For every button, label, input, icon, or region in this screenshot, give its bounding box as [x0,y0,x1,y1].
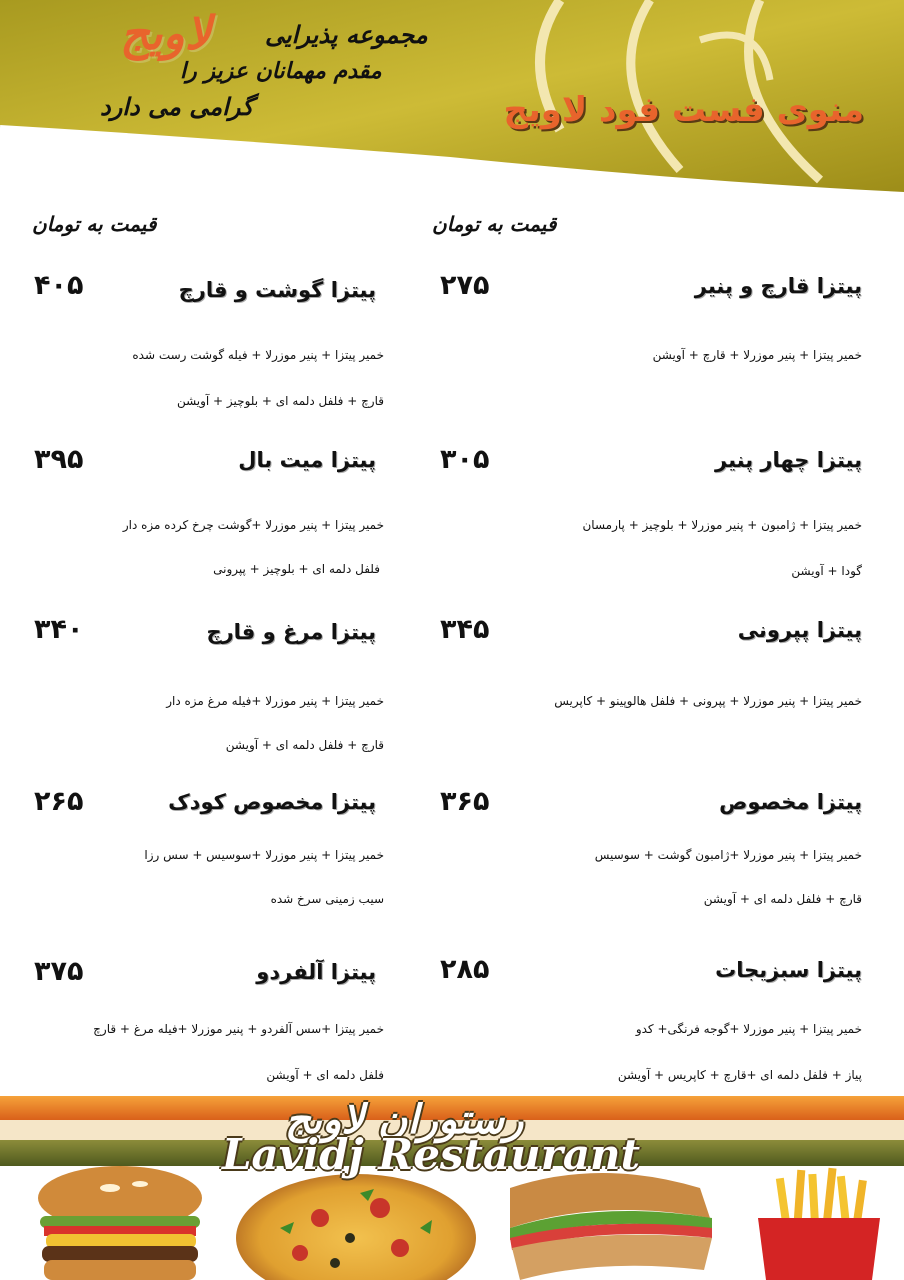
footer-banner [0,1088,904,1280]
item-name: پیتزا سبزیجات [715,958,862,982]
item-price: ۲۸۵ [440,954,490,985]
price-heading-right: قیمت به تومان [432,212,557,236]
restaurant-name-en: Lavidj Restaurant [222,1130,640,1179]
welcome-line-3: گرامی می دارد [100,92,254,121]
item-ingredients: خمیر پیتزا + پنیر موزرلا +فیله مرغ مزه دار [166,694,384,708]
item-ingredients: خمیر پیتزا + پنیر موزرلا + فیله گوشت رست شده [132,348,384,362]
item-ingredients: فلفل دلمه ای + بلوچیز + پپرونی [213,562,380,576]
item-price: ۳۴۵ [440,614,490,645]
item-ingredients: خمیر پیتزا +سس آلفردو + پنیر موزرلا +فیله مرغ + قارچ [93,1022,384,1036]
item-ingredients: خمیر پیتزا + پنیر موزرلا + پپرونی + فلفل هالوپینو + کاپریس [554,694,862,708]
restaurant-name-fa: رستوران لاویج [285,1096,524,1143]
item-ingredients: خمیر پیتزا + پنیر موزرلا +گوجه فرنگی+ کدو [635,1022,862,1036]
item-price: ۳۷۵ [34,956,84,987]
item-ingredients: خمیر پیتزا + ژامبون + پنیر موزرلا + بلوچیز + پارمسان [582,518,862,532]
item-ingredients: خمیر پیتزا + پنیر موزرلا +ژامبون گوشت + سوسیس [594,848,862,862]
welcome-line-2: مقدم مهمانان عزیز را [180,58,382,84]
item-name: پیتزا میت بال [238,448,376,472]
item-name: پیتزا چهار پنیر [715,448,862,472]
price-heading-left: قیمت به تومان [32,212,157,236]
item-name: پیتزا مخصوص کودک [168,790,376,814]
item-ingredients: قارچ + فلفل دلمه ای + آویشن [703,892,862,906]
welcome-line-1: مجموعه پذیرایی [265,20,428,49]
item-ingredients: فلفل دلمه ای + آویشن [266,1068,384,1082]
item-price: ۳۴۰ [34,614,84,645]
item-ingredients: خمیر پیتزا + پنیر موزرلا +سوسیس + سس رزا [144,848,384,862]
item-name: پیتزا پپرونی [737,618,862,642]
item-price: ۳۶۵ [440,786,490,817]
item-ingredients: گودا + آویشن [791,564,862,578]
sandwich-image [510,1173,712,1280]
item-price: ۲۶۵ [34,786,84,817]
item-ingredients: خمیر پیتزا + پنیر موزرلا + قارچ + آویشن [652,348,862,362]
brand-name: لاویج [120,6,211,60]
item-ingredients: پیاز + فلفل دلمه ای +قارچ + کاپریس + آویشن [617,1068,862,1082]
item-name: پیتزا مخصوص [719,790,862,814]
item-price: ۴۰۵ [34,270,84,301]
menu-title: منوی فست فود لاویج [503,90,864,130]
item-ingredients: قارچ + فلفل دلمه ای + آویشن [225,738,384,752]
item-name: پیتزا گوشت و قارچ [178,278,376,302]
item-price: ۳۰۵ [440,444,490,475]
item-price: ۲۷۵ [440,270,490,301]
item-name: پیتزا مرغ و قارچ [206,620,376,644]
item-price: ۳۹۵ [34,444,84,475]
item-name: پیتزا آلفردو [256,960,376,984]
item-ingredients: خمیر پیتزا + پنیر موزرلا +گوشت چرخ کرده مزه دار [122,518,384,532]
burger-image [38,1166,202,1280]
item-name: پیتزا قارچ و پنیر [694,274,862,298]
item-ingredients: قارچ + فلفل دلمه ای + بلوچیز + آویشن [176,394,384,408]
item-ingredients: سیب زمینی سرخ شده [270,892,384,906]
